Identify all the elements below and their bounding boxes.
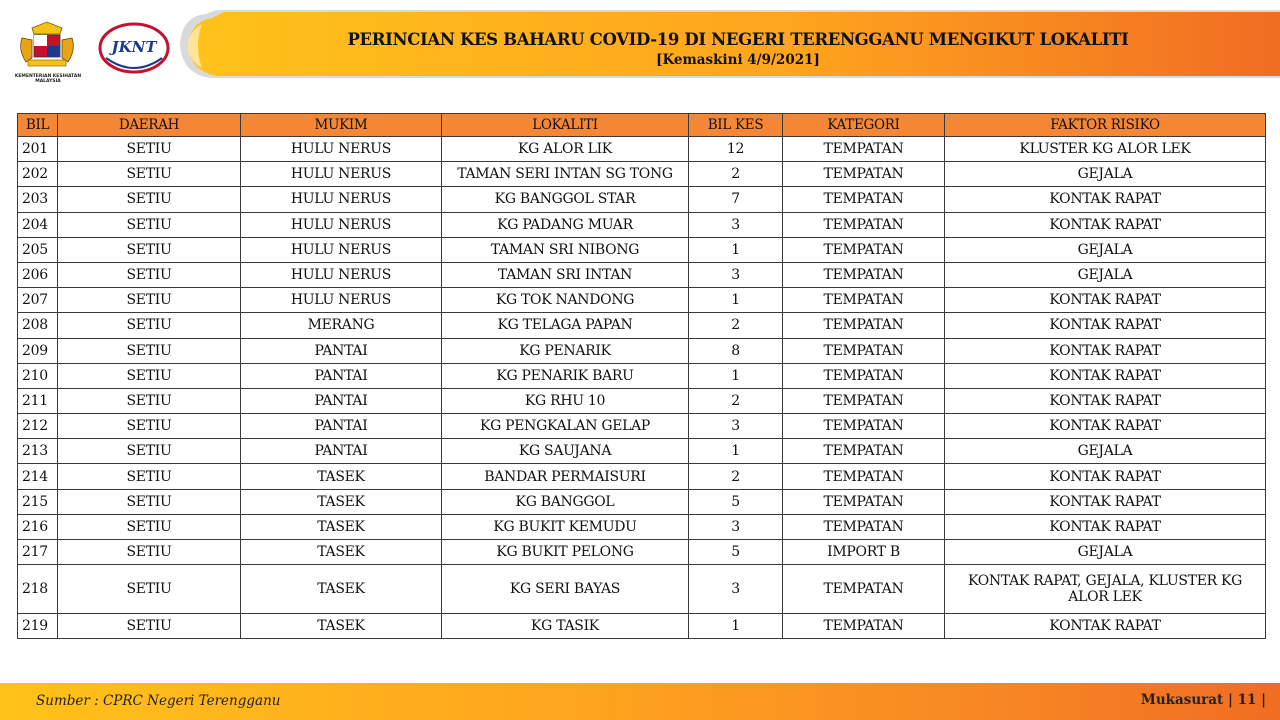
cell-kategori: TEMPATAN	[783, 288, 945, 313]
cell-bil: 219	[18, 614, 58, 639]
cell-lokaliti: KG PENGKALAN GELAP	[442, 414, 689, 439]
cell-bil: 202	[18, 162, 58, 187]
cell-mukim: HULU NERUS	[241, 137, 442, 162]
cell-lokaliti: KG TELAGA PAPAN	[442, 313, 689, 338]
cell-mukim: TASEK	[241, 514, 442, 539]
cell-bil: 211	[18, 388, 58, 413]
cell-faktor-risiko: GEJALA	[945, 162, 1266, 187]
column-header: DAERAH	[58, 114, 241, 137]
cell-faktor-risiko: GEJALA	[945, 439, 1266, 464]
cell-mukim: PANTAI	[241, 414, 442, 439]
table-row	[18, 288, 1266, 313]
cell-lokaliti: KG SERI BAYAS	[442, 565, 689, 614]
cell-bil-kes: 3	[689, 514, 783, 539]
cell-daerah: SETIU	[58, 137, 241, 162]
cell-kategori: TEMPATAN	[783, 614, 945, 639]
cell-kategori: TEMPATAN	[783, 489, 945, 514]
column-header: MUKIM	[241, 114, 442, 137]
table-header-row	[18, 114, 1266, 137]
cell-faktor-risiko: GEJALA	[945, 262, 1266, 287]
cell-daerah: SETIU	[58, 565, 241, 614]
cell-daerah: SETIU	[58, 464, 241, 489]
kkm-logo-text: KEMENTERIAN KESIHATAN MALAYSIA	[14, 74, 82, 84]
cell-bil-kes: 3	[689, 414, 783, 439]
cell-bil: 207	[18, 288, 58, 313]
cell-bil: 214	[18, 464, 58, 489]
cell-kategori: TEMPATAN	[783, 187, 945, 212]
cell-bil: 206	[18, 262, 58, 287]
cell-mukim: MERANG	[241, 313, 442, 338]
column-header: BIL KES	[689, 114, 783, 137]
cell-mukim: TASEK	[241, 464, 442, 489]
cell-mukim: TASEK	[241, 614, 442, 639]
cell-bil-kes: 2	[689, 388, 783, 413]
cell-lokaliti: KG ALOR LIK	[442, 137, 689, 162]
column-header: FAKTOR RISIKO	[945, 114, 1266, 137]
cell-bil: 216	[18, 514, 58, 539]
cell-faktor-risiko: KONTAK RAPAT	[945, 363, 1266, 388]
table-row	[18, 313, 1266, 338]
jknt-logo-letters: JKNT	[111, 38, 157, 56]
cell-lokaliti: BANDAR PERMAISURI	[442, 464, 689, 489]
cell-bil: 210	[18, 363, 58, 388]
cell-faktor-risiko: GEJALA	[945, 540, 1266, 565]
page-title: PERINCIAN KES BAHARU COVID-19 DI NEGERI TERENGGANU MENGIKUT LOKALITI	[347, 30, 1129, 49]
cell-daerah: SETIU	[58, 237, 241, 262]
header-logos	[12, 18, 162, 88]
cell-mukim: HULU NERUS	[241, 187, 442, 212]
cell-bil-kes: 3	[689, 262, 783, 287]
table-row	[18, 187, 1266, 212]
cell-bil-kes: 12	[689, 137, 783, 162]
cell-daerah: SETIU	[58, 540, 241, 565]
table-row	[18, 614, 1266, 639]
cell-kategori: TEMPATAN	[783, 212, 945, 237]
cell-kategori: TEMPATAN	[783, 363, 945, 388]
table-row	[18, 464, 1266, 489]
cell-bil-kes: 1	[689, 614, 783, 639]
cell-kategori: TEMPATAN	[783, 237, 945, 262]
cell-mukim: HULU NERUS	[241, 212, 442, 237]
page-number: Mukasurat | 11 |	[1140, 692, 1266, 708]
column-header: KATEGORI	[783, 114, 945, 137]
cell-daerah: SETIU	[58, 489, 241, 514]
cell-bil-kes: 1	[689, 237, 783, 262]
cell-kategori: TEMPATAN	[783, 137, 945, 162]
cell-kategori: TEMPATAN	[783, 464, 945, 489]
table-row	[18, 388, 1266, 413]
table-row	[18, 414, 1266, 439]
cell-lokaliti: KG TASIK	[442, 614, 689, 639]
cell-faktor-risiko: KONTAK RAPAT	[945, 514, 1266, 539]
cell-bil-kes: 1	[689, 363, 783, 388]
cell-lokaliti: KG PENARIK BARU	[442, 363, 689, 388]
cell-lokaliti: KG BUKIT PELONG	[442, 540, 689, 565]
cell-lokaliti: KG TOK NANDONG	[442, 288, 689, 313]
cell-bil: 218	[18, 565, 58, 614]
table-row	[18, 237, 1266, 262]
cell-bil-kes: 8	[689, 338, 783, 363]
cell-daerah: SETIU	[58, 414, 241, 439]
cell-kategori: TEMPATAN	[783, 514, 945, 539]
table-row	[18, 363, 1266, 388]
cell-daerah: SETIU	[58, 614, 241, 639]
cell-bil: 208	[18, 313, 58, 338]
cell-faktor-risiko: KONTAK RAPAT	[945, 187, 1266, 212]
cell-bil: 209	[18, 338, 58, 363]
cell-bil-kes: 5	[689, 540, 783, 565]
table-row	[18, 262, 1266, 287]
cell-kategori: TEMPATAN	[783, 338, 945, 363]
cell-kategori: TEMPATAN	[783, 313, 945, 338]
cell-lokaliti: TAMAN SRI NIBONG	[442, 237, 689, 262]
cell-lokaliti: KG RHU 10	[442, 388, 689, 413]
cell-mukim: TASEK	[241, 540, 442, 565]
cell-faktor-risiko: KLUSTER KG ALOR LEK	[945, 137, 1266, 162]
cell-kategori: TEMPATAN	[783, 262, 945, 287]
table-row	[18, 514, 1266, 539]
table-row	[18, 540, 1266, 565]
cell-daerah: SETIU	[58, 162, 241, 187]
cell-daerah: SETIU	[58, 439, 241, 464]
cell-mukim: PANTAI	[241, 388, 442, 413]
cell-faktor-risiko: KONTAK RAPAT	[945, 313, 1266, 338]
cell-bil-kes: 7	[689, 187, 783, 212]
cell-bil-kes: 1	[689, 439, 783, 464]
cell-daerah: SETIU	[58, 288, 241, 313]
cell-lokaliti: KG SAUJANA	[442, 439, 689, 464]
cell-lokaliti: TAMAN SRI INTAN	[442, 262, 689, 287]
cell-mukim: TASEK	[241, 489, 442, 514]
cell-faktor-risiko: KONTAK RAPAT	[945, 388, 1266, 413]
table-row	[18, 565, 1266, 614]
cell-lokaliti: KG PENARIK	[442, 338, 689, 363]
cell-kategori: TEMPATAN	[783, 565, 945, 614]
cell-faktor-risiko: KONTAK RAPAT	[945, 338, 1266, 363]
cell-bil: 215	[18, 489, 58, 514]
cell-faktor-risiko: KONTAK RAPAT	[945, 464, 1266, 489]
cell-bil-kes: 2	[689, 464, 783, 489]
cell-daerah: SETIU	[58, 363, 241, 388]
table-row	[18, 439, 1266, 464]
footer-source: Sumber : CPRC Negeri Terengganu	[36, 693, 281, 709]
cell-faktor-risiko: KONTAK RAPAT	[945, 288, 1266, 313]
table-row	[18, 338, 1266, 363]
cell-faktor-risiko: KONTAK RAPAT	[945, 212, 1266, 237]
cell-bil: 212	[18, 414, 58, 439]
cell-bil: 204	[18, 212, 58, 237]
table-row	[18, 489, 1266, 514]
cell-daerah: SETIU	[58, 212, 241, 237]
cell-kategori: TEMPATAN	[783, 388, 945, 413]
cell-daerah: SETIU	[58, 262, 241, 287]
cell-mukim: PANTAI	[241, 338, 442, 363]
cell-bil: 203	[18, 187, 58, 212]
column-header: LOKALITI	[442, 114, 689, 137]
column-header: BIL	[18, 114, 58, 137]
cell-lokaliti: TAMAN SERI INTAN SG TONG	[442, 162, 689, 187]
table-row	[18, 212, 1266, 237]
cell-bil-kes: 1	[689, 288, 783, 313]
cell-daerah: SETIU	[58, 338, 241, 363]
cell-bil-kes: 2	[689, 313, 783, 338]
cell-mukim: HULU NERUS	[241, 262, 442, 287]
cell-mukim: PANTAI	[241, 439, 442, 464]
cell-bil: 217	[18, 540, 58, 565]
page-subtitle: [Kemaskini 4/9/2021]	[656, 52, 820, 68]
cell-mukim: PANTAI	[241, 363, 442, 388]
cell-lokaliti: KG BANGGOL STAR	[442, 187, 689, 212]
cell-bil: 205	[18, 237, 58, 262]
cell-bil-kes: 3	[689, 212, 783, 237]
cell-lokaliti: KG BUKIT KEMUDU	[442, 514, 689, 539]
cell-mukim: HULU NERUS	[241, 162, 442, 187]
cell-daerah: SETIU	[58, 313, 241, 338]
cell-mukim: HULU NERUS	[241, 288, 442, 313]
cell-bil-kes: 5	[689, 489, 783, 514]
cell-daerah: SETIU	[58, 514, 241, 539]
cell-kategori: TEMPATAN	[783, 439, 945, 464]
cell-faktor-risiko: KONTAK RAPAT, GEJALA, KLUSTER KG ALOR LEK	[945, 565, 1266, 614]
cases-table	[17, 113, 1266, 639]
cell-bil-kes: 2	[689, 162, 783, 187]
table-row	[18, 162, 1266, 187]
cell-faktor-risiko: GEJALA	[945, 237, 1266, 262]
cell-mukim: HULU NERUS	[241, 237, 442, 262]
table-row	[18, 137, 1266, 162]
cell-kategori: IMPORT B	[783, 540, 945, 565]
cell-bil-kes: 3	[689, 565, 783, 614]
cell-lokaliti: KG PADANG MUAR	[442, 212, 689, 237]
cell-kategori: TEMPATAN	[783, 162, 945, 187]
cell-kategori: TEMPATAN	[783, 414, 945, 439]
cell-faktor-risiko: KONTAK RAPAT	[945, 489, 1266, 514]
cell-mukim: TASEK	[241, 565, 442, 614]
cell-daerah: SETIU	[58, 388, 241, 413]
cell-faktor-risiko: KONTAK RAPAT	[945, 414, 1266, 439]
cell-bil: 213	[18, 439, 58, 464]
cell-faktor-risiko: KONTAK RAPAT	[945, 614, 1266, 639]
cell-bil: 201	[18, 137, 58, 162]
jknt-logo	[96, 20, 172, 80]
cell-lokaliti: KG BANGGOL	[442, 489, 689, 514]
cell-daerah: SETIU	[58, 187, 241, 212]
